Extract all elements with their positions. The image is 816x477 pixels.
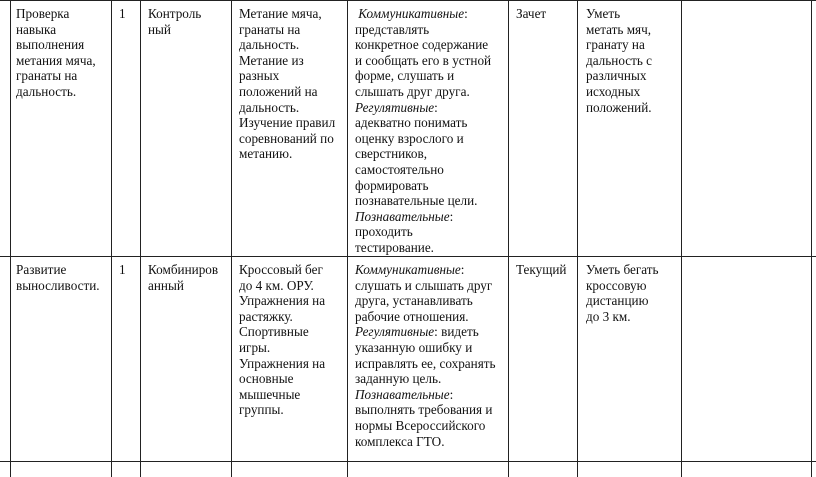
uud-cell: Коммуникативные: представлять конкретное содержание и сообщать его в устной форме, слушать и слышать друг друга. Регулятивные: адекватно понимать оценку взрослого и сверстников, самостоятельно формировать познавательные цели. Познавательные: проходить тестирование. <box>355 6 492 255</box>
column-divider <box>347 0 348 477</box>
hours-cell: 1 <box>119 262 126 277</box>
topic-cell: Развитие выносливости. <box>16 262 100 293</box>
control-cell: Текущий <box>516 262 567 277</box>
content-cell: Кроссовый бег до 4 км. ОРУ. Упражнения на растяжку. Спортивные игры. Упражнения на основные мышечные группы. <box>239 262 326 418</box>
lesson-type-cell: Комбиниров анный <box>148 262 219 293</box>
column-divider <box>811 0 812 477</box>
column-divider <box>231 0 232 477</box>
column-divider <box>140 0 141 477</box>
uud-label: Регулятивные <box>355 99 435 115</box>
uud-label: Коммуникативные <box>355 262 461 277</box>
control-cell: Зачет <box>516 6 547 21</box>
row-divider <box>0 461 816 462</box>
lesson-type-cell: Контроль ный <box>148 6 202 37</box>
result-cell: Уметь метать мяч, гранату на дальность с различных исходных положений. <box>586 6 653 115</box>
row-divider <box>0 256 816 257</box>
column-divider <box>111 0 112 477</box>
column-divider <box>577 0 578 477</box>
content-cell: Метание мяча, гранаты на дальность. Метание из разных положений на дальность. Изучение правил соревнований по метанию. <box>239 6 336 162</box>
uud-label: Познавательные <box>355 208 450 224</box>
uud-label: Регулятивные <box>355 324 435 340</box>
column-divider <box>508 0 509 477</box>
hours-cell: 1 <box>119 6 126 21</box>
column-divider <box>10 0 11 477</box>
column-divider <box>681 0 682 477</box>
table-top-border <box>0 0 816 1</box>
uud-label: Познавательные <box>355 386 450 402</box>
uud-cell: Коммуникативные: слушать и слышать друг друга, устанавливать рабочие отношения. Регулятивные: видеть указанную ошибку и исправлять ее, сохранять заданную цель. Познавательные: выполнять требования и нормы Всероссийского комплекса ГТО. <box>355 262 496 449</box>
result-cell: Уметь бегать кроссовую дистанцию до 3 км. <box>586 262 659 324</box>
topic-cell: Проверка навыка выполнения метания мяча, гранаты на дальность. <box>16 6 96 99</box>
uud-label: Коммуникативные <box>358 6 465 21</box>
